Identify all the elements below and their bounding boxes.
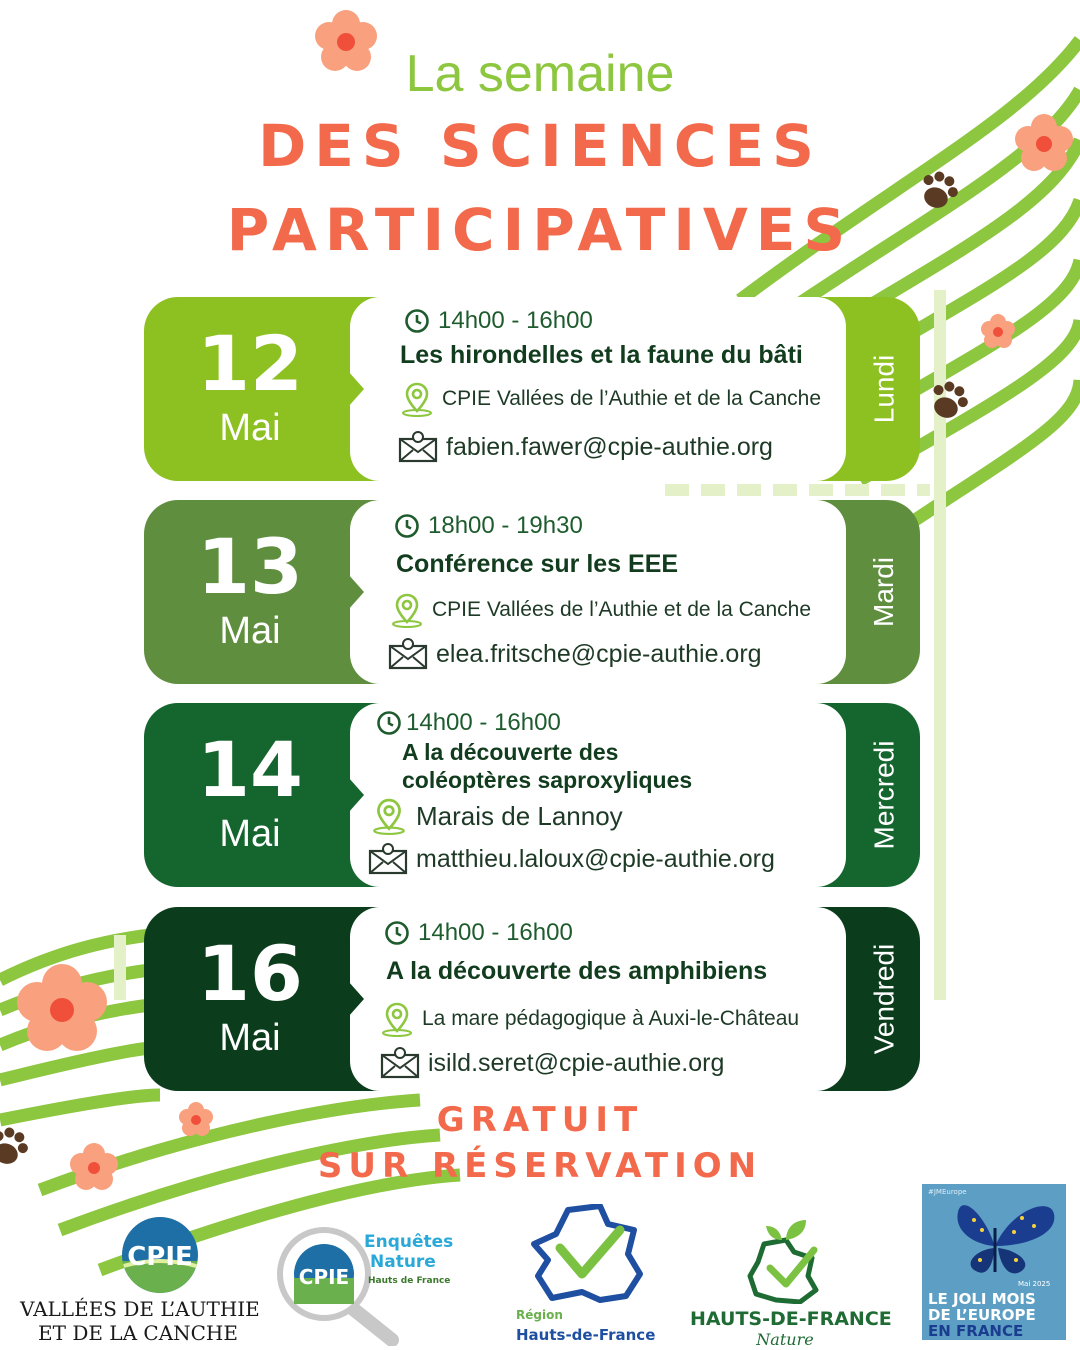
event-month: Mai (219, 407, 281, 449)
enquetes-nature-logo (274, 1222, 474, 1346)
cpie-emblem-icon (20, 1215, 256, 1295)
clock-icon (404, 308, 430, 334)
joli-mois-europe-logo (922, 1184, 1066, 1340)
event-card-16 (144, 907, 920, 1091)
event-month: Mai (219, 610, 281, 652)
footer-line-2: SUR RÉSERVATION (317, 1146, 763, 1186)
france-map-icon (508, 1204, 668, 1308)
cpie-line-2: ET DE LA CANCHE (38, 1321, 238, 1345)
enquetes-line-3: Hauts de France (368, 1276, 451, 1286)
leaf-check-icon (690, 1214, 890, 1304)
email-icon (388, 638, 428, 670)
europe-line-1: LE JOLI MOIS (928, 1290, 1036, 1308)
svg-text:CPIE: CPIE (127, 1242, 193, 1272)
region-line-2: Hauts-de-France (516, 1326, 656, 1344)
enquetes-line-1: Enquêtes (364, 1232, 454, 1252)
event-day: 14 (197, 725, 303, 814)
cpie-logo (20, 1215, 260, 1345)
event-time: 14h00 - 16h00 (406, 709, 561, 736)
location-pin-icon (370, 797, 408, 835)
event-weekday: Lundi (867, 354, 899, 424)
event-title: Conférence sur les EEE (396, 550, 679, 578)
event-weekday: Mercredi (868, 740, 900, 850)
footer-line-1: GRATUIT (436, 1100, 644, 1140)
europe-line-2: DE L’EUROPE (928, 1306, 1036, 1324)
event-title: Les hirondelles et la faune du bâti (400, 341, 803, 369)
location-pin-icon (390, 592, 424, 628)
event-day: 13 (197, 522, 303, 611)
email-icon (398, 431, 438, 463)
event-time: 14h00 - 16h00 (438, 307, 593, 334)
event-month: Mai (219, 1017, 281, 1059)
event-card-13 (144, 500, 920, 684)
butterfly-icon (922, 1184, 1066, 1284)
event-place: Marais de Lannoy (416, 800, 623, 831)
event-title-line-1: A la découverte des (402, 739, 619, 765)
location-pin-icon (380, 1001, 414, 1037)
region-hdf-logo (508, 1204, 668, 1346)
enquetes-line-2: Nature (370, 1252, 436, 1272)
location-pin-icon (400, 381, 434, 417)
clock-icon (384, 920, 410, 946)
hdf-nature-logo (690, 1214, 890, 1348)
email-icon (368, 843, 408, 875)
event-card-12 (144, 297, 920, 481)
event-email[interactable]: elea.fritsche@cpie-authie.org (436, 639, 762, 668)
clock-icon (376, 710, 402, 736)
event-place: CPIE Vallées de l’Authie et de la Canche (432, 598, 812, 621)
europe-tag: #JMEurope (928, 1188, 967, 1196)
event-day: 16 (197, 929, 303, 1018)
hdf-line-1: HAUTS-DE-FRANCE (690, 1308, 892, 1330)
event-weekday: Mardi (867, 556, 899, 628)
event-email[interactable]: matthieu.laloux@cpie-authie.org (416, 844, 775, 873)
event-month: Mai (219, 813, 281, 855)
title-line-3: PARTICIPATIVES (226, 196, 854, 264)
title-line-2: DES SCIENCES (258, 112, 822, 180)
title-line-1: La semaine (405, 45, 675, 103)
event-title: A la découverte des amphibiens (386, 957, 768, 985)
event-time: 14h00 - 16h00 (418, 919, 573, 946)
event-day: 12 (197, 319, 303, 408)
hdf-line-2: Nature (756, 1330, 814, 1349)
event-time: 18h00 - 19h30 (428, 512, 583, 539)
europe-line-3: EN FRANCE (928, 1322, 1024, 1340)
event-weekday: Vendredi (868, 943, 900, 1055)
event-email[interactable]: fabien.fawer@cpie-authie.org (446, 432, 773, 461)
svg-text:CPIE: CPIE (298, 1265, 350, 1289)
event-card-14 (144, 703, 920, 887)
cpie-line-1: VALLÉES DE L’AUTHIE (20, 1297, 260, 1321)
email-icon (380, 1047, 420, 1079)
event-place: La mare pédagogique à Auxi-le-Château (422, 1007, 800, 1030)
event-place: CPIE Vallées de l’Authie et de la Canche (442, 387, 822, 410)
event-title-line-2: coléoptères saproxyliques (402, 767, 693, 793)
clock-icon (394, 513, 420, 539)
region-line-1: Région (516, 1308, 563, 1322)
europe-date: Mai 2025 (1018, 1280, 1051, 1288)
event-email[interactable]: isild.seret@cpie-authie.org (428, 1048, 725, 1077)
